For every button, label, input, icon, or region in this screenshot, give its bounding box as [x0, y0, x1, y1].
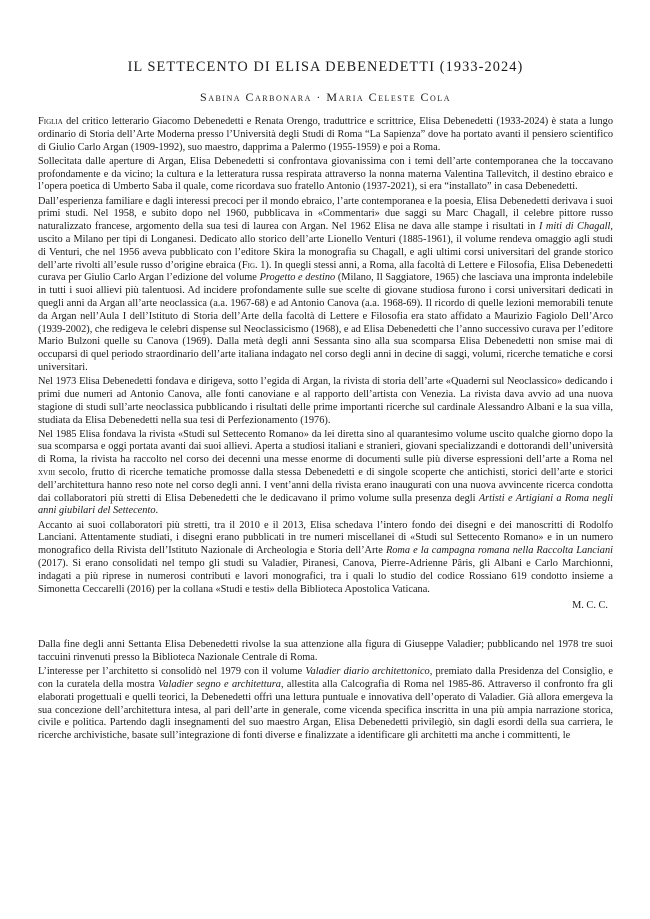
- paragraph: [38, 116, 613, 154]
- italic-text: Progetto e destino: [259, 272, 336, 284]
- paragraph: [38, 196, 613, 375]
- italic-text: Valadier segno e architettura: [158, 679, 281, 691]
- text-run: Dall’esperienza familiare e dagli interessi precoci per il mondo ebraico, l’arte contemporanea e la poesia, Elisa Debenedetti derivava i suoi primi studi. Nel 1958, e subito dopo nel 1960, pubblicava in «Commentari» due saggi su Marc Chagall, il celebre pittore russo naturalizzato francese, argomento della sua tesi di laurea con Argan. Nel 1962 Elisa ne dava alle stampe i risultati in: [38, 195, 613, 233]
- italic-text: Valadier diario architettonico: [305, 666, 430, 678]
- paragraph: [38, 639, 613, 665]
- text-run: , premiato dalla Presidenza del Consiglio, e con la curatela della mostra: [38, 666, 613, 691]
- text-run: del critico letterario Giacomo Debenedetti e Renata Orengo, traduttrice e scrittrice, Elisa Debenedetti (1933-2024) è stata a lungo ordinario di Storia dell’Arte Moderna presso l’Università degli Studi di Roma “La Sapienza” dove ha portato avanti il pensiero scientifico di Giulio Carlo Argan (1909-1992), suo maestro, dapprima a Palermo (1955-1959) e poi a Roma.: [38, 116, 613, 153]
- text-run: Sollecitata dalle aperture di Argan, Elisa Debenedetti si confrontava giovanissima con i temi dell’arte contemporanea che la toccavano profondamente e da vicino; la cultura e la letteratura russa respirata attraverso la nonna materna Valentina Tallevitch, il destino ebraico e l’opera poetica di Umberto Saba il quale, come ricordava suo fratello Antonio (1937-2021), si era “installato” in casa Debenedetti.: [38, 155, 613, 193]
- text-run: . 1). In quegli stessi anni, a Roma, alla facoltà di Lettere e Filosofia, Elisa Debenedetti curava per Giulio Carlo Argan l’edizione del volume: [38, 259, 613, 284]
- text-run: L’interesse per l’architetto si consolidò nel 1979 con il volume: [38, 666, 306, 678]
- text-run: (Milano, Il Saggiatore, 1965) che lasciava una impronta indelebile in tutti i suoi allievi più talentuosi. Ad incidere profondamente sulle sue scelte di giovane studiosa furono i corsi universitari dedicati in quegli anni da Argan all’arte neoclassica (a.a. 1967-68) e ad Antonio Canova (a.a. 1968-69). Il ricordo di quelle lezioni memorabili tenute da Argan nell’Aula I dell’Istituto di Storia dell’Arte della facoltà di Lettere e Filosofia era stato affidato a Maurizio Fagiolo Dell’Arco (1939-2002), che redigeva le celebri dispense sul Neoclassicismo (1968), e ad Elisa Debenedetti che l’anno successivo curava per l’editore Mario Bulzoni quelle su Canova (1969). Dalla metà degli anni Sessanta sino alla sua scomparsa Elisa Debenedetti non smise mai di occuparsi di quel periodo straordinario dell’arte italiana indagato nel corso degli anni in decine di saggi, volumi, ricerche tematiche e corsi universitari.: [38, 272, 614, 373]
- small-caps-text: Fig: [241, 259, 255, 271]
- paragraph: [38, 429, 613, 519]
- paragraph: [38, 376, 613, 427]
- text-run: Nel 1985 Elisa fondava la rivista «Studi sul Settecento Romano» da lei diretta sino al quarantesimo volume uscito qualche giorno dopo la sua scomparsa e oggi portata avanti dai suoi allievi. Aperta a studiosi italiani e stranieri, giovani specializzandi e dottorandi dell’università di Roma, la rivista ha raccolto nel corso dei decenni una messe enorme di documenti sulle più diverse espressioni dell’arte a Roma nel: [38, 428, 613, 466]
- text-run: , allestita alla Calcografia di Roma nel 1985-86. Attraverso il confronto fra gli elaborati progettuali e quelli teorici, la Debenedetti offrì una lettura puntuale e innovativa dell’operato di Valadier. Già allora emergeva la sua concezione dell’architettura intesa, al pari dell’arte in generale, come vicenda specifica inscritta in una più ampia narrazione storica, civile e politica. Partendo dagli insegnamenti del suo maestro Argan, Elisa Debenedetti privilegiò, sin dagli esordi della sua carriera, le ricerche archivistiche, basate sull’integrazione di fonti diverse e finalizzate a identificare gli architetti ma anche i committenti, le: [38, 679, 613, 742]
- text-run: (2017). Si erano consolidati nel tempo gli studi su Valadier, Piranesi, Canova, Pierre-Adrienne Pâris, gli Albani e Carlo Marchionni, indagati a più riprese in numerosi contributi e lavori monografici, tra i quali lo studio del codice Rossiano 619 condotto insieme a Simonetta Ceccarelli (2016) per la collana «Studi e testi» della Biblioteca Apostolica Vaticana.: [38, 558, 613, 595]
- text-run: secolo, frutto di ricerche tematiche promosse dalla stessa Debenedetti e di singole scoperte che antichisti, storici dell’arte e storici dell’architettura hanno reso note nel corso degli anni. I vent’anni della rivista erano inaugurati con una nuova avvincente ricerca condotta dai collaboratori più stretti di Elisa Debenedetti che le dedicavano il primo volume sulla presenza degli: [38, 467, 613, 504]
- text-run: .: [155, 505, 159, 517]
- paragraph: [38, 156, 613, 194]
- paragraph: [38, 666, 613, 743]
- italic-text: Roma e la campagna romana nella Raccolta Lanciani: [385, 545, 613, 557]
- paragraph: [38, 520, 613, 597]
- italic-text: Artisti e Artigiani a Roma negli anni giubilari del Settecento: [38, 492, 614, 517]
- text-run: Accanto ai suoi collaboratori più stretti, tra il 2010 e il 2013, Elisa schedava l’intero fondo dei disegni e dei manoscritti di Rodolfo Lanciani. Attentamente studiati, i disegni erano pubblicati in tre numeri miscellanei di «Studi sul Settecento Romano» e in un numero monografico della Rivista dell’Istituto Nazionale di Archeologia e Storia dell’Arte: [38, 519, 613, 557]
- author-signature: M. C. C.: [572, 600, 608, 612]
- text-run: Dalla fine degli anni Settanta Elisa Debenedetti rivolse la sua attenzione alla figura di Giuseppe Valadier; pubblicando nel 1978 tre suoi taccuini rinvenuti presso la Biblioteca Nazionale Centrale di Roma.: [38, 639, 613, 664]
- small-caps-text: Figlia: [38, 116, 63, 127]
- small-caps-text: xviii: [38, 467, 56, 479]
- section-gap: [38, 613, 613, 639]
- article-body: [38, 116, 613, 743]
- text-run: , uscito a Milano per tipi di Longanesi. Dedicato allo storico dell’arte Lionello Venturi (1885-1961), il volume rendeva omaggio agli studi di Venturi, che nel 1956 aveva pubblicato con l’editore Skira la monografia su Chagall, e agli ultimi corsi universitari del grande storico dell’arte rivolti all’esule russo d’origine ebraica (: [38, 221, 613, 271]
- italic-text: I miti di Chagall: [538, 221, 611, 233]
- page-title: IL SETTECENTO DI ELISA DEBENEDETTI (1933-2024): [127, 59, 524, 75]
- authors-line: Sabina Carbonara · Maria Celeste Cola: [200, 90, 451, 104]
- text-run: Nel 1973 Elisa Debenedetti fondava e dirigeva, sotto l’egida di Argan, la rivista di storia dell’arte «Quaderni sul Neoclassico» dedicando i primi due numeri ad Antonio Canova, alle fonti canoviane e al rapporto dell’artista con Venezia. La rivista dava avvio ad una nuova stagione di studi sull’arte neoclassica pubblicando i risultati delle prime importanti ricerche sul cardinale Alessandro Albani e la sua villa, studiata da Elisa Debenedetti nella sua tesi di Perfezionamento (1976).: [38, 376, 613, 426]
